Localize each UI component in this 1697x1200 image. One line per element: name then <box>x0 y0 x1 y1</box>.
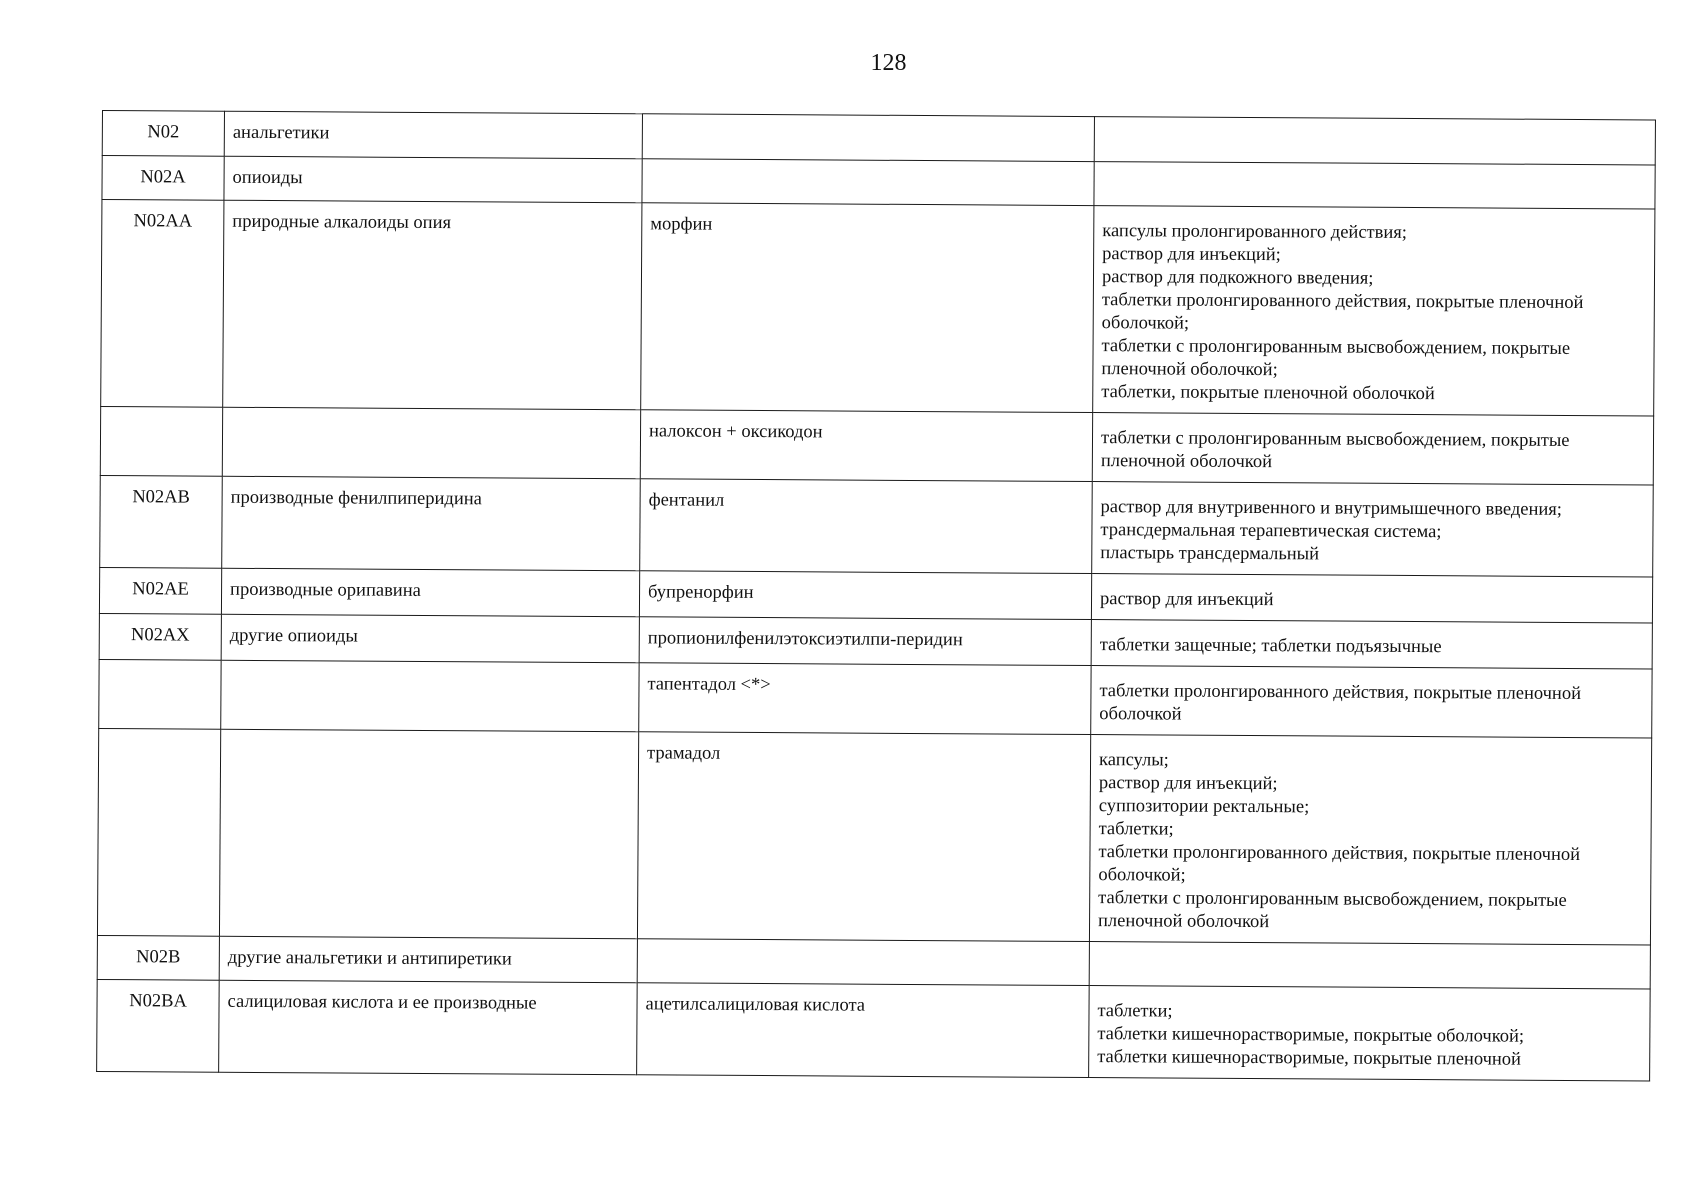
dosage-form-item: раствор для инъекций; <box>1098 773 1278 795</box>
pharmacological-group-cell: салициловая кислота и ее производные <box>219 980 638 1075</box>
drug-name-cell: налоксон + оксикодон <box>640 410 1092 482</box>
pharmacological-group-cell: производные орипавина <box>221 568 639 617</box>
dosage-form-item: суппозитории ректальные; <box>1098 796 1310 818</box>
table-row <box>97 979 1651 1080</box>
pharmacological-group-cell <box>219 729 638 939</box>
atc-code-cell: N02A <box>102 156 224 201</box>
pharmacological-group-cell: опиоиды <box>224 156 642 203</box>
dosage-form-item: таблетки с пролонгированным высвобождением, покрытые пленочной оболочкой; <box>1101 336 1571 381</box>
drug-name-cell: фентанил <box>640 479 1093 574</box>
drug-name-cell <box>642 159 1094 206</box>
dosage-form-item: таблетки пролонгированного действия, покрытые пленочной оболочкой; <box>1098 842 1581 886</box>
pharmacological-group-cell: анальгетики <box>224 111 642 159</box>
drug-name-cell <box>642 114 1094 162</box>
pharmacological-group-cell <box>221 660 639 732</box>
drug-name-cell: бупренорфин <box>639 571 1091 620</box>
pharmacological-group-cell: производные фенилпиперидина <box>222 476 641 571</box>
dosage-form-item: капсулы; <box>1098 750 1169 771</box>
dosage-forms-cell <box>1091 574 1652 623</box>
drug-name-cell: тапентадол <*> <box>639 663 1091 735</box>
drug-name-cell: ацетилсалициловая кислота <box>637 983 1090 1078</box>
dosage-form-item: трансдермальная терапевтическая система; <box>1100 520 1442 543</box>
dosage-forms-cell <box>1089 735 1651 945</box>
table-row <box>100 406 1653 484</box>
drug-name-cell <box>637 939 1089 986</box>
atc-code-cell <box>100 406 222 476</box>
dosage-forms-cell <box>1091 620 1652 669</box>
atc-code-cell: N02AX <box>99 613 221 660</box>
dosage-forms-cell <box>1089 986 1651 1081</box>
dosage-form-item: раствор для инъекций; <box>1102 244 1281 266</box>
table-row <box>100 475 1654 576</box>
pharmacological-group-cell <box>222 407 640 479</box>
dosage-form-item: таблетки кишечнорастворимые, покрытые оболочкой; <box>1097 1024 1525 1047</box>
table-row <box>99 659 1652 737</box>
page-number: 128 <box>870 50 907 76</box>
table-row <box>101 200 1655 416</box>
atc-code-cell <box>99 659 221 729</box>
medication-table-body <box>97 111 1656 1081</box>
dosage-form-item: раствор для внутривенного и внутримышечного введения; <box>1100 497 1563 520</box>
dosage-forms-cell <box>1093 206 1655 416</box>
dosage-form-item: капсулы пролонгированного действия; <box>1102 221 1407 243</box>
drug-name-cell: морфин <box>641 203 1094 413</box>
dosage-form-item: таблетки кишечнорастворимые, покрытые пленочной <box>1097 1047 1522 1070</box>
dosage-form-item: таблетки пролонгированного действия, покрытые пленочной оболочкой; <box>1101 290 1584 334</box>
dosage-form-item: таблетки; <box>1098 819 1174 840</box>
drug-name-cell: пропионилфенилэтоксиэтилпи-перидин <box>639 617 1091 666</box>
atc-code-cell: N02AB <box>100 475 223 568</box>
atc-code-cell: N02AA <box>101 200 224 408</box>
dosage-form-item: раствор для инъекций <box>1099 589 1274 611</box>
dosage-forms-cell <box>1092 482 1654 577</box>
atc-code-cell: N02BA <box>97 979 220 1072</box>
pharmacological-group-cell: другие опиоиды <box>221 614 639 663</box>
dosage-form-item: таблетки с пролонгированным высвобождением, покрытые пленочной оболочкой <box>1100 428 1570 473</box>
atc-code-cell <box>97 728 220 936</box>
medication-table <box>96 110 1656 1081</box>
atc-code-cell: N02B <box>97 935 219 980</box>
dosage-form-item: таблетки пролонгированного действия, покрытые пленочной оболочкой <box>1099 681 1582 725</box>
dosage-form-item: раствор для подкожного введения; <box>1101 267 1374 289</box>
atc-code-cell: N02AE <box>99 567 221 614</box>
dosage-form-item: таблетки; <box>1097 1001 1173 1022</box>
pharmacological-group-cell: природные алкалоиды опия <box>223 200 642 410</box>
dosage-form-item: таблетки защечные; таблетки подъязычные <box>1099 635 1442 658</box>
dosage-forms-cell <box>1091 666 1652 738</box>
pharmacological-group-cell: другие анальгетики и антипиретики <box>219 936 637 983</box>
atc-code-cell: N02 <box>102 111 224 157</box>
dosage-forms-cell <box>1094 162 1655 209</box>
dosage-forms-cell <box>1094 117 1655 165</box>
drug-name-cell: трамадол <box>637 732 1090 942</box>
dosage-form-item: таблетки, покрытые пленочной оболочкой <box>1101 382 1435 405</box>
dosage-forms-cell <box>1089 942 1650 989</box>
dosage-form-item: пластырь трансдермальный <box>1100 543 1320 565</box>
dosage-form-item: таблетки с пролонгированным высвобождением, покрытые пленочной оболочкой <box>1098 888 1567 933</box>
dosage-forms-cell <box>1092 413 1653 485</box>
table-row <box>97 728 1651 944</box>
